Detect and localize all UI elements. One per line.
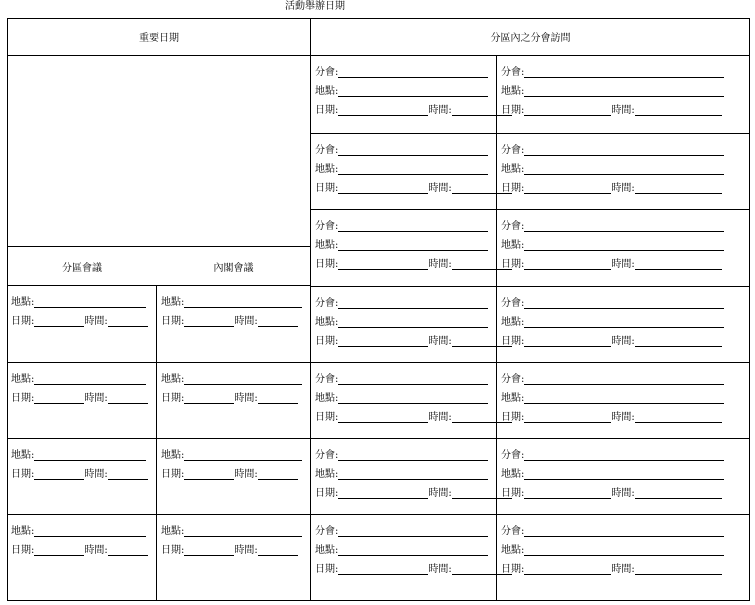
- blank-line[interactable]: [184, 373, 302, 385]
- field-label: 日期:: [11, 469, 35, 480]
- field-label: 分會:: [315, 526, 339, 537]
- field-label: 日期:: [315, 105, 339, 116]
- blank-line[interactable]: [524, 373, 724, 385]
- field-label: 分會:: [501, 145, 525, 156]
- location-field[interactable]: [11, 296, 146, 309]
- blank-line[interactable]: [635, 563, 722, 575]
- blank-line[interactable]: [258, 468, 298, 480]
- field-label: 時間:: [84, 316, 108, 327]
- date-time-field[interactable]: [161, 544, 298, 557]
- date-time-field[interactable]: [501, 411, 722, 424]
- district-meeting-cell: [7, 438, 156, 514]
- blank-line[interactable]: [635, 411, 722, 423]
- field-label: 時間:: [428, 105, 452, 116]
- location-field[interactable]: [161, 296, 302, 309]
- date-time-field[interactable]: [501, 182, 722, 195]
- field-label: 地點:: [315, 469, 339, 480]
- blank-line[interactable]: [34, 468, 84, 480]
- visit-cell: [496, 133, 750, 209]
- location-field[interactable]: [315, 239, 488, 252]
- blank-line[interactable]: [34, 392, 84, 404]
- date-time-field[interactable]: [501, 487, 722, 500]
- field-label: 時間:: [428, 564, 452, 575]
- blank-line[interactable]: [338, 220, 488, 232]
- blank-line[interactable]: [524, 316, 724, 328]
- field-label: 時間:: [428, 183, 452, 194]
- field-label: 日期:: [501, 488, 525, 499]
- field-label: 日期:: [315, 564, 339, 575]
- field-label: 時間:: [611, 412, 635, 423]
- field-label: 地點:: [315, 317, 339, 328]
- field-label: 時間:: [428, 412, 452, 423]
- visit-cell: [496, 362, 750, 438]
- blank-line[interactable]: [34, 315, 84, 327]
- field-label: 日期:: [315, 183, 339, 194]
- field-label: 分會:: [501, 298, 525, 309]
- date-time-field[interactable]: [501, 104, 722, 117]
- field-label: 地點:: [315, 545, 339, 556]
- field-label: 地點:: [501, 469, 525, 480]
- blank-line[interactable]: [338, 163, 488, 175]
- field-label: 地點:: [501, 317, 525, 328]
- date-time-field[interactable]: [501, 563, 722, 576]
- field-label: 日期:: [161, 545, 185, 556]
- location-field[interactable]: [315, 163, 488, 176]
- district-meeting-header: 分區會議: [62, 262, 102, 274]
- location-field[interactable]: [501, 85, 724, 98]
- blank-line[interactable]: [338, 544, 488, 556]
- blank-line[interactable]: [338, 66, 488, 78]
- blank-line[interactable]: [338, 411, 428, 423]
- field-label: 時間:: [428, 336, 452, 347]
- club-field[interactable]: [315, 449, 488, 462]
- blank-line[interactable]: [184, 449, 302, 461]
- date-time-field[interactable]: [501, 258, 722, 271]
- date-time-field[interactable]: [161, 315, 298, 328]
- visits-header: 分區內之分會訪問: [311, 18, 750, 56]
- blank-line[interactable]: [524, 411, 611, 423]
- field-label: 分會:: [315, 145, 339, 156]
- blank-line[interactable]: [524, 182, 611, 194]
- field-label: 時間:: [428, 488, 452, 499]
- date-time-field[interactable]: [315, 104, 512, 117]
- club-field[interactable]: [501, 144, 724, 157]
- date-time-field[interactable]: [315, 258, 512, 271]
- blank-line[interactable]: [338, 525, 488, 537]
- field-label: 地點:: [161, 374, 185, 385]
- field-label: 時間:: [84, 393, 108, 404]
- location-field[interactable]: [501, 163, 724, 176]
- field-label: 地點:: [315, 393, 339, 404]
- blank-line[interactable]: [338, 563, 428, 575]
- visit-cell: [496, 56, 750, 133]
- blank-line[interactable]: [524, 220, 724, 232]
- blank-line[interactable]: [108, 392, 148, 404]
- cabinet-meeting-cell: [156, 438, 310, 514]
- field-label: 時間:: [611, 488, 635, 499]
- blank-line[interactable]: [338, 449, 488, 461]
- club-field[interactable]: [315, 66, 488, 79]
- club-field[interactable]: [501, 297, 724, 310]
- district-meeting-cell: [7, 514, 156, 601]
- date-time-field[interactable]: [501, 335, 722, 348]
- field-label: 時間:: [234, 469, 258, 480]
- date-time-field[interactable]: [315, 487, 512, 500]
- blank-line[interactable]: [184, 315, 234, 327]
- blank-line[interactable]: [338, 316, 488, 328]
- field-label: 日期:: [501, 336, 525, 347]
- location-field[interactable]: [11, 373, 146, 386]
- date-time-field[interactable]: [315, 563, 512, 576]
- location-field[interactable]: [161, 373, 302, 386]
- visit-cell: [311, 514, 496, 601]
- club-field[interactable]: [501, 66, 724, 79]
- blank-line[interactable]: [635, 182, 722, 194]
- blank-line[interactable]: [34, 373, 146, 385]
- location-field[interactable]: [161, 525, 302, 538]
- field-label: 時間:: [611, 183, 635, 194]
- field-label: 地點:: [11, 297, 35, 308]
- blank-line[interactable]: [635, 335, 722, 347]
- field-label: 分會:: [315, 298, 339, 309]
- field-label: 時間:: [428, 259, 452, 270]
- blank-line[interactable]: [108, 544, 148, 556]
- field-label: 地點:: [501, 393, 525, 404]
- field-label: 地點:: [315, 86, 339, 97]
- location-field[interactable]: [11, 449, 146, 462]
- field-label: 時間:: [611, 564, 635, 575]
- field-label: 時間:: [84, 545, 108, 556]
- blank-line[interactable]: [184, 468, 234, 480]
- field-label: 分會:: [501, 221, 525, 232]
- field-label: 日期:: [315, 488, 339, 499]
- club-field[interactable]: [315, 144, 488, 157]
- page-title: 活動舉辦日期: [285, 1, 345, 12]
- field-label: 日期:: [315, 259, 339, 270]
- field-label: 分會:: [315, 450, 339, 461]
- date-time-field[interactable]: [161, 392, 298, 405]
- important-dates-area: [7, 56, 310, 246]
- field-label: 分會:: [315, 221, 339, 232]
- field-label: 地點:: [315, 164, 339, 175]
- date-time-field[interactable]: [11, 315, 148, 328]
- blank-line[interactable]: [524, 392, 724, 404]
- field-label: 分會:: [315, 374, 339, 385]
- visit-cell: [311, 286, 496, 362]
- field-label: 分會:: [501, 450, 525, 461]
- blank-line[interactable]: [524, 335, 611, 347]
- blank-line[interactable]: [524, 258, 611, 270]
- field-label: 地點:: [161, 450, 185, 461]
- important-dates-header: 重要日期: [7, 18, 311, 56]
- field-label: 日期:: [161, 469, 185, 480]
- field-label: 地點:: [11, 374, 35, 385]
- field-label: 日期:: [501, 412, 525, 423]
- blank-line[interactable]: [635, 487, 722, 499]
- date-time-field[interactable]: [11, 468, 148, 481]
- field-label: 時間:: [84, 469, 108, 480]
- blank-line[interactable]: [34, 544, 84, 556]
- blank-line[interactable]: [338, 85, 488, 97]
- location-field[interactable]: [11, 525, 146, 538]
- cabinet-meeting-cell: [156, 514, 310, 601]
- location-field[interactable]: [161, 449, 302, 462]
- location-field[interactable]: [315, 392, 488, 405]
- field-label: 時間:: [611, 336, 635, 347]
- date-time-field[interactable]: [11, 544, 148, 557]
- blank-line[interactable]: [635, 104, 722, 116]
- visit-cell: [496, 514, 750, 601]
- blank-line[interactable]: [524, 163, 724, 175]
- club-field[interactable]: [315, 525, 488, 538]
- field-label: 日期:: [501, 183, 525, 194]
- field-label: 地點:: [501, 240, 525, 251]
- field-label: 時間:: [234, 316, 258, 327]
- cabinet-meeting-header: 內閣會議: [213, 262, 254, 274]
- blank-line[interactable]: [524, 66, 724, 78]
- blank-line[interactable]: [524, 104, 611, 116]
- club-field[interactable]: [315, 373, 488, 386]
- location-field[interactable]: [501, 239, 724, 252]
- blank-line[interactable]: [524, 544, 724, 556]
- blank-line[interactable]: [524, 85, 724, 97]
- blank-line[interactable]: [34, 525, 146, 537]
- location-field[interactable]: [315, 544, 488, 557]
- date-time-field[interactable]: [315, 411, 512, 424]
- location-field[interactable]: [501, 544, 724, 557]
- blank-line[interactable]: [108, 468, 148, 480]
- field-label: 時間:: [611, 259, 635, 270]
- field-label: 時間:: [234, 393, 258, 404]
- location-field[interactable]: [501, 392, 724, 405]
- field-label: 日期:: [11, 393, 35, 404]
- field-label: 日期:: [11, 545, 35, 556]
- visit-cell: [496, 286, 750, 362]
- blank-line[interactable]: [258, 392, 298, 404]
- blank-line[interactable]: [524, 449, 724, 461]
- visit-cell: [311, 362, 496, 438]
- blank-line[interactable]: [108, 315, 148, 327]
- visit-cell: [311, 438, 496, 514]
- field-label: 分會:: [315, 67, 339, 78]
- cabinet-meeting-cell: [156, 362, 310, 438]
- field-label: 分會:: [501, 67, 525, 78]
- blank-line[interactable]: [338, 182, 428, 194]
- blank-line[interactable]: [524, 297, 724, 309]
- field-label: 地點:: [501, 86, 525, 97]
- visit-cell: [311, 209, 496, 286]
- location-field[interactable]: [501, 316, 724, 329]
- blank-line[interactable]: [258, 544, 298, 556]
- club-field[interactable]: [501, 220, 724, 233]
- blank-line[interactable]: [338, 144, 488, 156]
- blank-line[interactable]: [524, 525, 724, 537]
- location-field[interactable]: [315, 316, 488, 329]
- field-label: 日期:: [315, 336, 339, 347]
- blank-line[interactable]: [338, 487, 428, 499]
- blank-line[interactable]: [338, 335, 428, 347]
- district-meeting-cell: [7, 286, 156, 362]
- blank-line[interactable]: [524, 487, 611, 499]
- blank-line[interactable]: [524, 468, 724, 480]
- blank-line[interactable]: [34, 296, 146, 308]
- date-time-field[interactable]: [315, 182, 512, 195]
- field-label: 日期:: [501, 105, 525, 116]
- location-field[interactable]: [315, 85, 488, 98]
- blank-line[interactable]: [338, 373, 488, 385]
- visit-cell: [311, 56, 496, 133]
- visit-cell: [496, 438, 750, 514]
- field-label: 地點:: [11, 526, 35, 537]
- blank-line[interactable]: [184, 525, 302, 537]
- date-time-field[interactable]: [315, 335, 512, 348]
- blank-line[interactable]: [635, 258, 722, 270]
- date-time-field[interactable]: [161, 468, 298, 481]
- visit-cell: [496, 209, 750, 286]
- club-field[interactable]: [315, 220, 488, 233]
- field-label: 地點:: [501, 164, 525, 175]
- field-label: 日期:: [315, 412, 339, 423]
- district-meeting-cell: [7, 362, 156, 438]
- field-label: 地點:: [501, 545, 525, 556]
- blank-line[interactable]: [524, 144, 724, 156]
- blank-line[interactable]: [258, 315, 298, 327]
- blank-line[interactable]: [338, 392, 488, 404]
- field-label: 地點:: [11, 450, 35, 461]
- field-label: 地點:: [315, 240, 339, 251]
- blank-line[interactable]: [184, 544, 234, 556]
- blank-line[interactable]: [338, 297, 488, 309]
- blank-line[interactable]: [184, 392, 234, 404]
- date-time-field[interactable]: [11, 392, 148, 405]
- field-label: 日期:: [161, 393, 185, 404]
- blank-line[interactable]: [338, 104, 428, 116]
- blank-line[interactable]: [34, 449, 146, 461]
- blank-line[interactable]: [184, 296, 302, 308]
- blank-line[interactable]: [338, 239, 488, 251]
- field-label: 分會:: [501, 526, 525, 537]
- blank-line[interactable]: [338, 468, 488, 480]
- blank-line[interactable]: [524, 563, 611, 575]
- field-label: 地點:: [161, 297, 185, 308]
- field-label: 時間:: [234, 545, 258, 556]
- club-field[interactable]: [501, 373, 724, 386]
- field-label: 地點:: [161, 526, 185, 537]
- field-label: 日期:: [501, 564, 525, 575]
- location-field[interactable]: [501, 468, 724, 481]
- visit-cell: [311, 133, 496, 209]
- field-label: 日期:: [11, 316, 35, 327]
- blank-line[interactable]: [524, 239, 724, 251]
- club-field[interactable]: [315, 297, 488, 310]
- blank-line[interactable]: [338, 258, 428, 270]
- location-field[interactable]: [315, 468, 488, 481]
- field-label: 日期:: [161, 316, 185, 327]
- field-label: 日期:: [501, 259, 525, 270]
- field-label: 分會:: [501, 374, 525, 385]
- club-field[interactable]: [501, 525, 724, 538]
- field-label: 時間:: [611, 105, 635, 116]
- club-field[interactable]: [501, 449, 724, 462]
- cabinet-meeting-cell: [156, 286, 310, 362]
